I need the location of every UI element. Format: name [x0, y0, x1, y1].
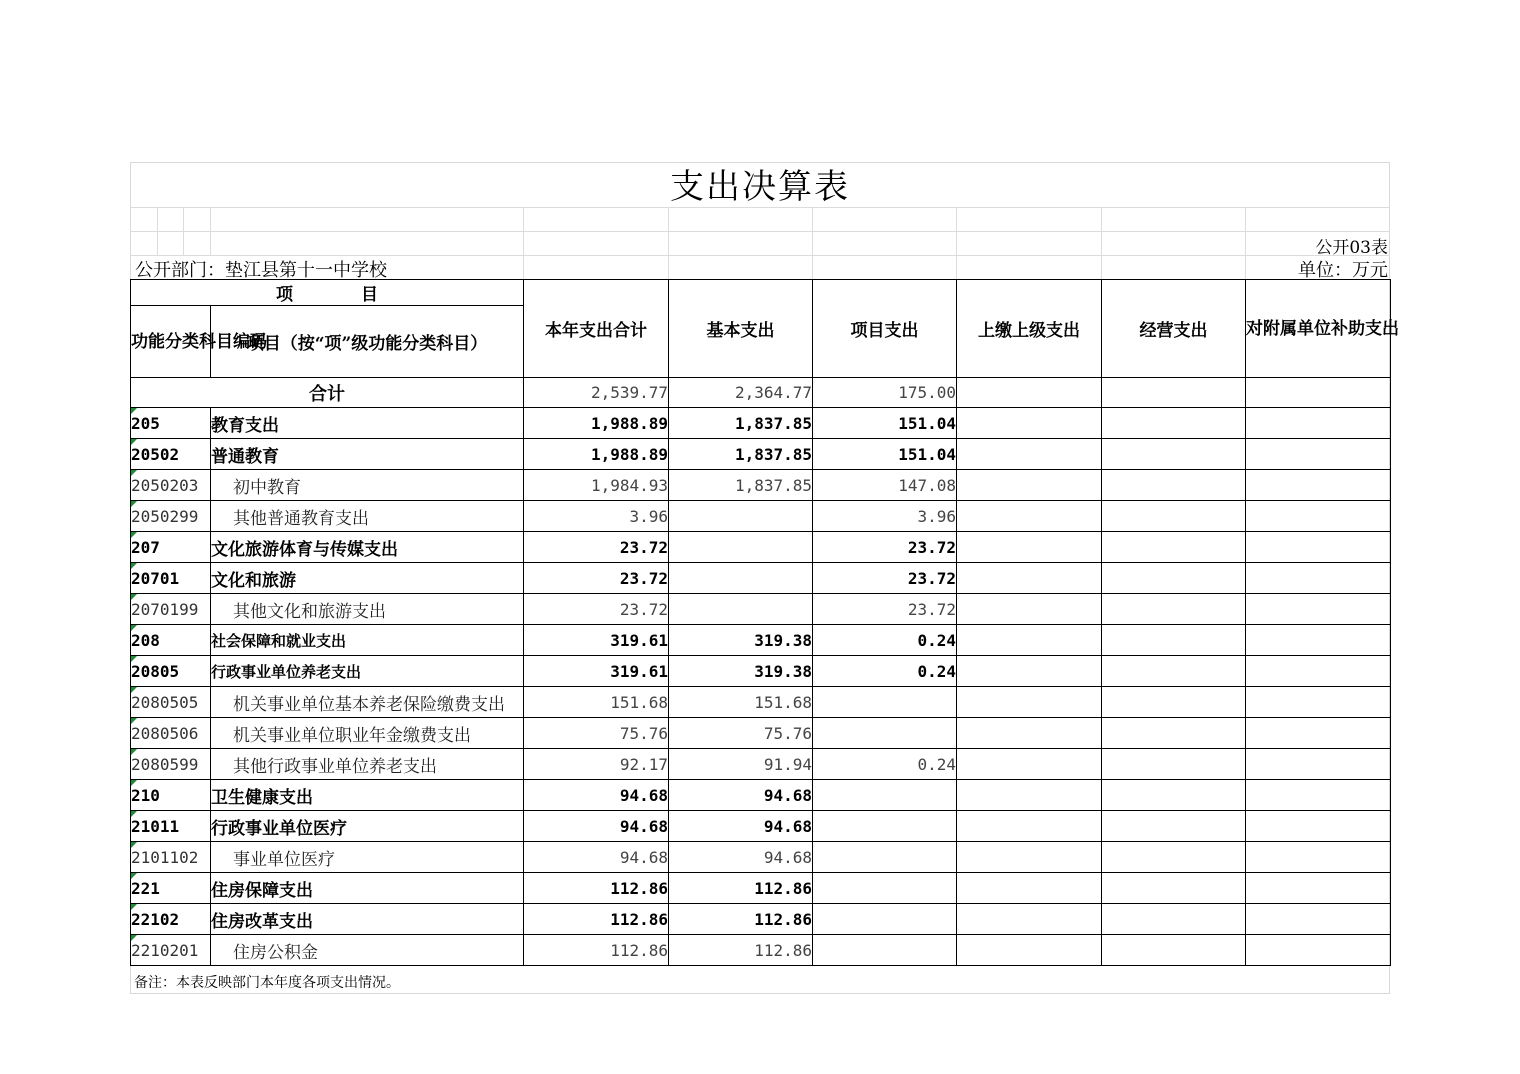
header-business: 经营支出	[1102, 280, 1246, 378]
row-project: 23.72	[813, 563, 957, 594]
grid-line	[523, 208, 524, 279]
grid-line	[157, 208, 158, 255]
row-code: 20805	[131, 656, 211, 687]
row-name: 社会保障和就业支出	[211, 625, 524, 656]
table-row	[131, 656, 1391, 687]
row-basic: 112.86	[669, 935, 813, 966]
table-row	[131, 687, 1391, 718]
row-subsidiary	[1246, 935, 1391, 966]
row-basic	[669, 594, 813, 625]
row-name: 其他普通教育支出	[211, 501, 524, 532]
row-business	[1102, 718, 1246, 749]
table-row	[131, 718, 1391, 749]
row-upper	[957, 656, 1102, 687]
row-subsidiary	[1246, 842, 1391, 873]
row-basic: 319.38	[669, 656, 813, 687]
row-project	[813, 904, 957, 935]
row-business	[1102, 501, 1246, 532]
header-upper: 上缴上级支出	[957, 280, 1102, 378]
row-total: 94.68	[524, 780, 669, 811]
row-code: 21011	[131, 811, 211, 842]
grid-line	[1245, 208, 1246, 279]
row-upper	[957, 408, 1102, 439]
table-row	[131, 935, 1391, 966]
row-upper	[957, 749, 1102, 780]
row-upper	[957, 873, 1102, 904]
row-project: 0.24	[813, 656, 957, 687]
department-label: 公开部门：垫江县第十一中学校	[135, 260, 387, 281]
row-business	[1102, 842, 1246, 873]
row-project: 0.24	[813, 749, 957, 780]
row-name: 普通教育	[211, 439, 524, 470]
row-subsidiary	[1246, 501, 1391, 532]
row-subsidiary	[1246, 532, 1391, 563]
row-business	[1102, 687, 1246, 718]
row-project	[813, 935, 957, 966]
row-basic: 94.68	[669, 811, 813, 842]
row-subsidiary	[1246, 470, 1391, 501]
row-subsidiary	[1246, 749, 1391, 780]
grid-line	[210, 208, 211, 255]
row-subsidiary	[1246, 687, 1391, 718]
row-business	[1102, 625, 1246, 656]
row-subsidiary	[1246, 656, 1391, 687]
row-name: 文化旅游体育与传媒支出	[211, 532, 524, 563]
row-name: 住房保障支出	[211, 873, 524, 904]
row-total: 3.96	[524, 501, 669, 532]
total-total: 2,539.77	[524, 378, 669, 408]
row-upper	[957, 563, 1102, 594]
table-row	[131, 625, 1391, 656]
row-basic: 112.86	[669, 904, 813, 935]
header-subsidiary: 对附属单位补助支出	[1246, 280, 1391, 378]
row-upper	[957, 811, 1102, 842]
row-total: 112.86	[524, 904, 669, 935]
row-total: 23.72	[524, 563, 669, 594]
row-upper	[957, 439, 1102, 470]
row-business	[1102, 408, 1246, 439]
row-basic	[669, 532, 813, 563]
page-title: 支出决算表	[670, 167, 850, 207]
grid-line	[668, 208, 669, 279]
total-row	[131, 378, 1391, 408]
total-business	[1102, 378, 1246, 408]
table-row	[131, 904, 1391, 935]
row-code: 2080506	[131, 718, 211, 749]
row-name: 机关事业单位基本养老保险缴费支出	[211, 687, 524, 718]
total-label: 合计	[131, 378, 524, 408]
row-project: 23.72	[813, 594, 957, 625]
header-basic: 基本支出	[669, 280, 813, 378]
row-code: 221	[131, 873, 211, 904]
row-code: 2050203	[131, 470, 211, 501]
row-basic: 112.86	[669, 873, 813, 904]
row-upper	[957, 718, 1102, 749]
table-row	[131, 780, 1391, 811]
row-code: 20502	[131, 439, 211, 470]
row-upper	[957, 625, 1102, 656]
row-name: 初中教育	[211, 470, 524, 501]
grid-line	[956, 208, 957, 279]
row-total: 92.17	[524, 749, 669, 780]
expenditure-table	[130, 279, 1399, 966]
row-project: 151.04	[813, 408, 957, 439]
table-row	[131, 749, 1391, 780]
row-project	[813, 873, 957, 904]
row-business	[1102, 470, 1246, 501]
grid-line	[812, 208, 813, 279]
row-subsidiary	[1246, 718, 1391, 749]
row-subsidiary	[1246, 904, 1391, 935]
row-business	[1102, 904, 1246, 935]
row-basic: 1,837.85	[669, 408, 813, 439]
row-business	[1102, 811, 1246, 842]
row-upper	[957, 687, 1102, 718]
row-code: 207	[131, 532, 211, 563]
row-total: 23.72	[524, 532, 669, 563]
row-total: 1,984.93	[524, 470, 669, 501]
table-row	[131, 532, 1391, 563]
row-project	[813, 718, 957, 749]
table-row	[131, 873, 1391, 904]
row-name: 教育支出	[211, 408, 524, 439]
table-row	[131, 811, 1391, 842]
row-name: 其他行政事业单位养老支出	[211, 749, 524, 780]
row-business	[1102, 656, 1246, 687]
row-subsidiary	[1246, 625, 1391, 656]
header-total: 本年支出合计	[524, 280, 669, 378]
row-name: 行政事业单位养老支出	[211, 656, 524, 687]
row-code: 2101102	[131, 842, 211, 873]
footnote: 备注：本表反映部门本年度各项支出情况。	[134, 975, 400, 991]
table-row	[131, 439, 1391, 470]
row-business	[1102, 532, 1246, 563]
row-total: 151.68	[524, 687, 669, 718]
row-upper	[957, 935, 1102, 966]
row-basic: 319.38	[669, 625, 813, 656]
row-name: 其他文化和旅游支出	[211, 594, 524, 625]
row-project	[813, 811, 957, 842]
row-total: 112.86	[524, 873, 669, 904]
row-subsidiary	[1246, 563, 1391, 594]
row-total: 23.72	[524, 594, 669, 625]
row-basic: 1,837.85	[669, 470, 813, 501]
unit-label: 单位：万元	[1298, 260, 1388, 281]
row-upper	[957, 842, 1102, 873]
total-basic: 2,364.77	[669, 378, 813, 408]
row-project: 23.72	[813, 532, 957, 563]
row-total: 94.68	[524, 842, 669, 873]
row-basic: 94.68	[669, 842, 813, 873]
row-subsidiary	[1246, 594, 1391, 625]
row-project	[813, 842, 957, 873]
row-upper	[957, 501, 1102, 532]
row-code: 2080599	[131, 749, 211, 780]
total-upper	[957, 378, 1102, 408]
table-row	[131, 470, 1391, 501]
row-upper	[957, 594, 1102, 625]
row-basic: 1,837.85	[669, 439, 813, 470]
row-code: 2080505	[131, 687, 211, 718]
row-project: 0.24	[813, 625, 957, 656]
header-name: 项目（按“项”级功能分类科目）	[211, 306, 524, 378]
row-name: 行政事业单位医疗	[211, 811, 524, 842]
row-name: 文化和旅游	[211, 563, 524, 594]
row-code: 205	[131, 408, 211, 439]
row-project: 151.04	[813, 439, 957, 470]
row-name: 卫生健康支出	[211, 780, 524, 811]
row-subsidiary	[1246, 873, 1391, 904]
row-code: 22102	[131, 904, 211, 935]
row-business	[1102, 563, 1246, 594]
row-total: 94.68	[524, 811, 669, 842]
row-project: 3.96	[813, 501, 957, 532]
row-total: 1,988.89	[524, 408, 669, 439]
row-business	[1102, 873, 1246, 904]
row-business	[1102, 594, 1246, 625]
header-project: 项目支出	[813, 280, 957, 378]
row-total: 112.86	[524, 935, 669, 966]
grid-line	[130, 231, 1390, 232]
row-code: 2070199	[131, 594, 211, 625]
row-subsidiary	[1246, 439, 1391, 470]
row-total: 1,988.89	[524, 439, 669, 470]
total-subsidiary	[1246, 378, 1391, 408]
row-subsidiary	[1246, 811, 1391, 842]
row-upper	[957, 780, 1102, 811]
row-basic	[669, 563, 813, 594]
row-business	[1102, 439, 1246, 470]
row-business	[1102, 935, 1246, 966]
table-row	[131, 501, 1391, 532]
table-row	[131, 842, 1391, 873]
row-project	[813, 687, 957, 718]
header-code: 功能分类科目编码	[131, 306, 211, 378]
row-name: 住房公积金	[211, 935, 524, 966]
row-basic: 91.94	[669, 749, 813, 780]
row-basic: 75.76	[669, 718, 813, 749]
table-row	[131, 408, 1391, 439]
row-total: 75.76	[524, 718, 669, 749]
row-basic: 94.68	[669, 780, 813, 811]
table-row	[131, 594, 1391, 625]
row-total: 319.61	[524, 625, 669, 656]
row-subsidiary	[1246, 408, 1391, 439]
row-name: 事业单位医疗	[211, 842, 524, 873]
row-code: 210	[131, 780, 211, 811]
row-upper	[957, 904, 1102, 935]
row-code: 2050299	[131, 501, 211, 532]
row-name: 机关事业单位职业年金缴费支出	[211, 718, 524, 749]
table-row	[131, 563, 1391, 594]
row-name: 住房改革支出	[211, 904, 524, 935]
row-code: 20701	[131, 563, 211, 594]
row-code: 2210201	[131, 935, 211, 966]
form-tag: 公开03表	[1315, 238, 1388, 258]
row-subsidiary	[1246, 780, 1391, 811]
row-code: 208	[131, 625, 211, 656]
grid-line	[1101, 208, 1102, 279]
row-business	[1102, 780, 1246, 811]
grid-line	[183, 208, 184, 255]
row-business	[1102, 749, 1246, 780]
row-basic	[669, 501, 813, 532]
header-item: 项 目	[131, 280, 524, 306]
row-project: 147.08	[813, 470, 957, 501]
row-total: 319.61	[524, 656, 669, 687]
total-project: 175.00	[813, 378, 957, 408]
row-upper	[957, 532, 1102, 563]
row-upper	[957, 470, 1102, 501]
row-project	[813, 780, 957, 811]
row-basic: 151.68	[669, 687, 813, 718]
